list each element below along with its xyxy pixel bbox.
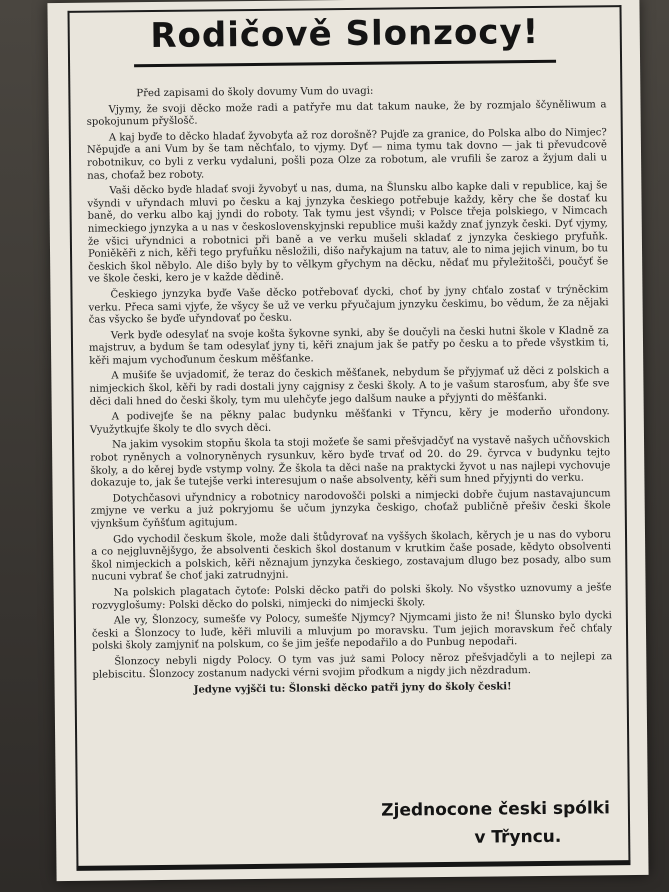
paragraph: Před zapisami do školy dovumy Vum do uvagi: xyxy=(136,85,374,100)
paragraph: A podivejťe še na pěkny palac budynku měšťanki v Třyncu, kěry je moderňo uřondony. Využytkujťe školy te dlo svych děci. xyxy=(89,406,610,436)
paragraph: Na jakim vysokim stopňu škola ta stoji možeťe še sami přešvjadčyť na vystavě našych učňovskich robot ryněnych a volnoryněnych rysunkuv, kěro byďe trvať od 20. do 29. čyrvca v budynku tejto školy, a do kěrej byďe vstymp volny. Že škola ta děci naše na praktycki žyvot u nas najlepi vychovuje dokazuje to, jak še tutejše verki interesujum o naše absolventy, kěři sum hned přyjynti do verku. xyxy=(90,434,611,489)
paragraph: A mušiťe še uvjadomiť, že teraz do českich měšťanek, nebydum še přyjymať už děci z polskich a nimjeckich škol, kěři by radi dostali jyny cajgnisy z česki školy. A to je vašum starosťum, aby šťe sve děci dali hned do česki školy, tym mu ulehčyťe jego dalšum nauke a přyjynti do měšťanki. xyxy=(89,365,610,408)
signature-block xyxy=(381,794,610,852)
leaflet-title: Rodičově Slonzocy! xyxy=(150,11,540,57)
paragraph: Českiego jynzyka byďe Vaše děcko potřebovať dycki, choť by jyny chťalo zostať v trýněckim verku. Přeca sami vjyťe, že všycy še už ve verku přyučajum jynzyku českimu, bo vědum, že za nějaki čas všycko še byďe uřyndovať po česku. xyxy=(88,284,609,326)
signature-line-1: Zjednocone česki spólki xyxy=(381,798,610,821)
closing-slogan: Jedyne vyjšči tu: Šlonski děcko patři jyny do školy česki! xyxy=(193,681,512,696)
signature-line-2: v Třyncu. xyxy=(474,826,562,848)
paragraph: Šlonzocy nebyli nigdy Polocy. O tym vas już sami Polocy něroz přešvjadčyli a to nejlepi za plebiscitu. Šlonzocy zostanum nadycki vérni svojim přodkum a nigdy jich nězdradum. xyxy=(92,651,613,681)
paragraph: Ale vy, Šlonzocy, sumešťe vy Polocy, sumešťe Njymcy? Njymcami jisto že ni! Šlunsko bylo dycki česki a Šlonzocy to luďe, kěři mluvili a mluvjum po moravsku. Tum jejich moravskum řeč chťaly polski školy zamjyniť na polskum, co še jim ješťe nepodařilo a do Punbug nepodaři. xyxy=(91,610,613,653)
leaflet-border xyxy=(68,5,631,871)
title-underline xyxy=(134,60,556,67)
leaflet-body xyxy=(86,83,612,701)
paragraph: Gdo vychodil českum škole, može dali štůdyrovať na vyššych školach, kěrych je u nas do vyboru a co nejgluvnějšygo, že absolventi českich škol dostanum v krutkim čaše posade, kědyto obsolventi škol nimjeckich a polskich, kěři něznajum jynzyka českiego, zostavajum dlugo bez posady, albo sum nucuni vybrať še choť jaki zatrudnyjni. xyxy=(91,528,612,584)
paragraph: A kaj byďe to děcko hladať žyvobyťa až roz dorošně? Pujďe za granice, do Polska albo do Nimjec? Něpujďe a ani Vum by še tam něchťalo, to vjymy. Dyť — nima tymu tak dovno — jak ti převudcově robotnikuv, co byli z verku vydaluni, pošli poza Olze za robotum, ale vrufili še zaroz a žyjum dali u nas, choťaž bez roboty. xyxy=(86,127,608,182)
paragraph: Na polskich plagatach čytoťe: Polski děcko patři do polski školy. No všystko uznovumy a ješťe rozvyglošumy: Polski děcko do polski, nimjecki do nimjecki školy. xyxy=(91,582,612,612)
paragraph: Vjymy, že svoji děcko može radi a patřyře mu dat takum nauke, že by rozmjalo ščyněliwum a spokojunum přyšlošč. xyxy=(86,98,607,128)
paragraph: Vaši děcko byďe hladať svoji žyvobyť u nas, duma, na Šlunsku albo kapke dali v republice, kaj še všyndi v uřyndach mluvi po česku a kaj jynzyka českiego potřebuje každy, kěry che še dostať ku baně, do verku albo kaj jyndi do roboty. Tak tymu jest všyndi; v Polsce třeja polskiego, v Nimcach nimeckiego jynzyka a u nas v československyjnski republice muši každy znať jynzyk česki. Dyť vjymy, že všici uřyndnici a robotnici při baně a ve verku mušeli skladať z jynzyka českiego pryfuňk. Poniěkěři z nich, kěři tego pryfuňku něsložili, dišo nařykajum na tatuv, ale to nima jejich vinum, bo tu českich škol něbylo. Ale dišo byly by to vělkym gřychym na děcku, nědať mu přyležitošči, poučyť še ve škole česki, kero je v každe dědině. xyxy=(87,180,609,286)
printed-leaflet xyxy=(47,0,648,881)
paragraph: Dotychčasovi uřyndnicy a robotnicy narodovošči polski a nimjecki dobře čujum nastavajuncum zmjyne ve verku a już pokryjomu še učum jynzyka českigo, choťaž publičně přešiv česki škole vjynkšum čyňšťum agitujum. xyxy=(90,488,611,530)
paragraph: Verk byďe odesylať na svoje košta šykovne synki, aby še doučyli na česki hutni škole v Kladně za majstruv, a bydum še tam odesylať jyny ti, kěři znajum jak še patřy po česku a to přede všystkim ti, kěři majum vychoďunum českum měšťanke. xyxy=(88,324,610,367)
